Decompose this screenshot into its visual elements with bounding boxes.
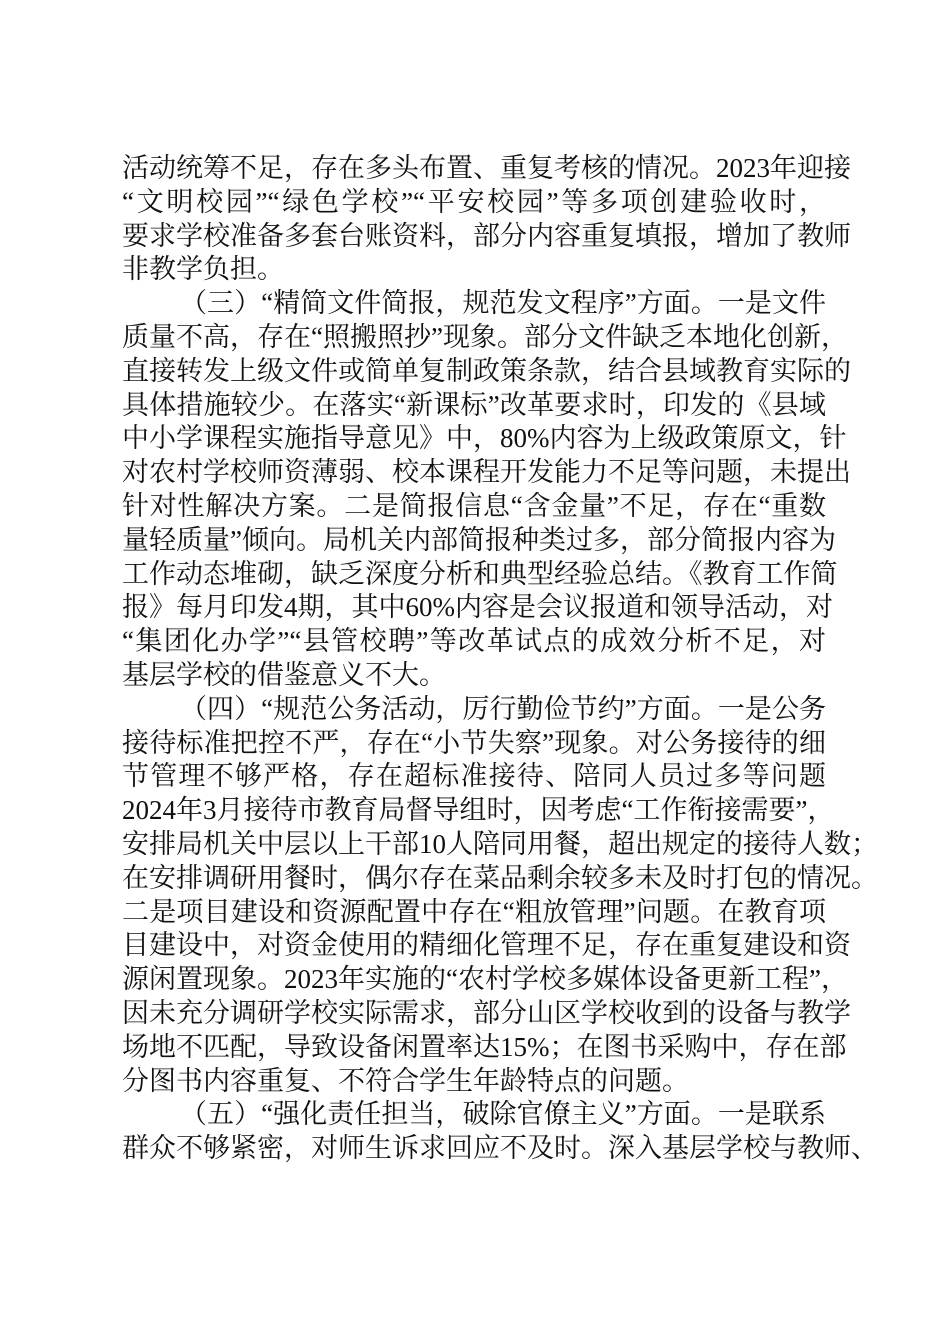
document-body [122, 152, 878, 1166]
text-line: 量轻质量”倾向。局机关内部简报种类过多，部分简报内容为 [122, 524, 836, 555]
text-line: 目建设中，对资金使用的精细化管理不足，存在重复建设和资 [122, 930, 851, 961]
text-line: 报》每月印发4期，其中60%内容是会议报道和领导活动，对 [122, 592, 833, 623]
text-line: 针对性解决方案。二是简报信息“含金量”不足，存在“重数 [122, 490, 826, 521]
text-line: （五）“强化责任担当，破除官僚主义”方面。一是联系 [180, 1099, 826, 1130]
text-line: 分图书内容重复、不符合学生年龄特点的问题。 [122, 1065, 689, 1096]
text-line: 安排局机关中层以上干部10人陪同用餐，超出规定的接待人数； [122, 828, 878, 859]
text-line: 接待标准把控不严，存在“小节失察”现象。对公务接待的细 [122, 727, 826, 758]
text-line: 非教学负担。 [122, 254, 284, 285]
text-line: 场地不匹配，导致设备闲置率达15%；在图书采购中，存在部 [122, 1031, 847, 1062]
text-line: （四）“规范公务活动，厉行勤俭节约”方面。一是公务 [180, 693, 826, 724]
text-line: 工作动态堆砌，缺乏深度分析和典型经验总结。《教育工作简 [122, 558, 838, 589]
text-line: 对农村学校师资薄弱、校本课程开发能力不足等问题，未提出 [122, 457, 851, 488]
text-line: 要求学校准备多套台账资料，部分内容重复填报，增加了教师 [122, 220, 851, 251]
text-line: 2024年3月接待市教育局督导组时，因考虑“工作衔接需要”， [122, 795, 835, 826]
text-line: “文明校园”“绿色学校”“平安校园”等多项创建验收时， [122, 186, 826, 217]
text-line: “集团化办学”“县管校聘”等改革试点的成效分析不足，对 [122, 626, 826, 657]
text-line: 直接转发上级文件或简单复制政策条款，结合县域教育实际的 [122, 355, 851, 386]
text-line: 二是项目建设和资源配置中存在“粗放管理”问题。在教育项 [122, 896, 826, 927]
text-line: 源闲置现象。2023年实施的“农村学校多媒体设备更新工程”， [122, 964, 848, 995]
text-line: 活动统筹不足，存在多头布置、重复考核的情况。2023年迎接 [122, 153, 851, 183]
text-line: 在安排调研用餐时，偶尔存在菜品剩余较多未及时打包的情况。 [122, 862, 878, 893]
text-line: 因未充分调研学校实际需求，部分山区学校收到的设备与教学 [122, 997, 851, 1028]
text-line: 群众不够紧密，对师生诉求回应不及时。深入基层学校与教师、 [122, 1133, 878, 1164]
text-line: 具体措施较少。在落实“新课标”改革要求时，印发的《县域 [122, 389, 826, 420]
text-line: 质量不高，存在“照搬照抄”现象。部分文件缺乏本地化创新， [122, 321, 848, 352]
text-line: 节管理不够严格，存在超标准接待、陪同人员过多等问题 [122, 761, 826, 792]
text-line: 中小学课程实施指导意见》中，80%内容为上级政策原文，针 [122, 423, 847, 454]
text-line: （三）“精简文件简报，规范发文程序”方面。一是文件 [180, 288, 826, 319]
text-line: 基层学校的借鉴意义不大。 [122, 659, 446, 690]
